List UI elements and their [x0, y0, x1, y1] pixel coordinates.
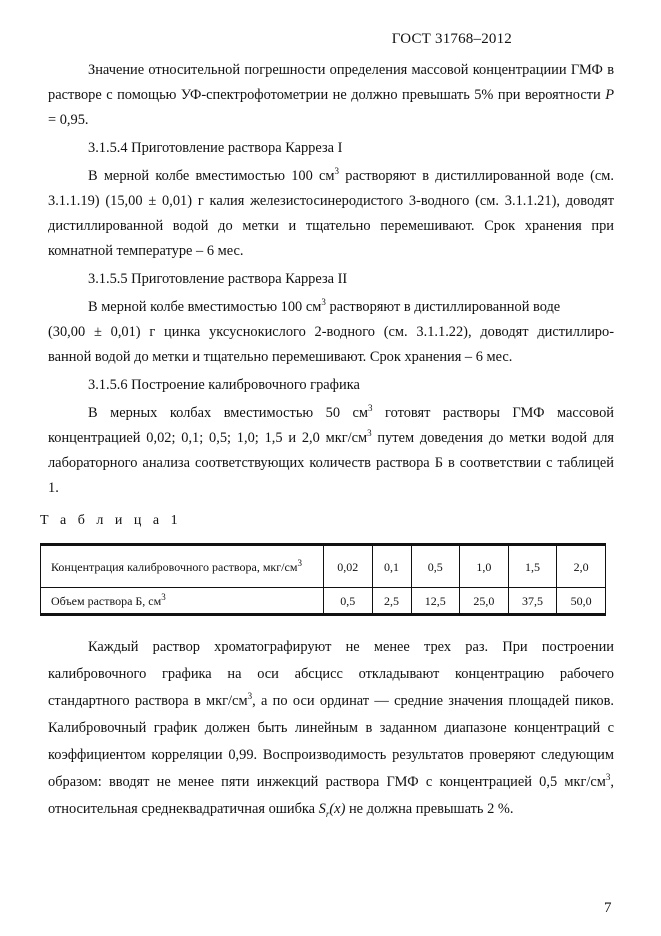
paragraph-carrez-2-line1: В мерной колбе вместимостью 100 $см^3$ растворяют в дистиллированной воде	[88, 297, 561, 315]
table-caption: Т а б л и ц а 1	[40, 513, 182, 528]
calibration-table	[40, 543, 606, 616]
section-heading-carrez-2: 3.1.5.5 Приготовление раствора Карреза II	[88, 271, 348, 287]
main-text-continued	[48, 634, 614, 823]
paragraph-chromatography: Каждый раствор хроматографируют не менее трех раз. При построении калибровочного графика на оси абсцисс откладывают концентрацию рабочего стандартного раствора в мкг/$см^3$, а по оси ординат — средние значения площадей пиков. Калибровочный график должен быть линейным в заданном диапазоне концентраций с коэффициентом корреляции 0,99. Воспроизводимость результатов проверяют следующим образом: вводят не менее пяти инжекций раствора ГМФ с концентрацией 0,5 мкг/$см^3$, относительная среднеквадратичная ошибка $S_r(x)$ не должна превышать 2 %.	[48, 639, 614, 819]
table-row-volume	[41, 588, 606, 615]
table-cell: 0,5	[411, 545, 460, 588]
table-row-label: Концентрация калибровочного раствора, мкг/$см^3$	[41, 545, 324, 588]
section-heading-carrez-1: 3.1.5.4 Приготовление раствора Карреза I	[88, 140, 343, 156]
table-cell: 25,0	[460, 588, 509, 615]
table-cell: 12,5	[411, 588, 460, 615]
table-cell: 37,5	[508, 588, 557, 615]
paragraph-carrez-2-line2: (30,00 ± 0,01) г цинка уксуснокислого 2-водного (см. 3.1.1.22), доводят дистиллиро-	[48, 324, 614, 340]
table-cell: 1,5	[508, 545, 557, 588]
paragraph-uncertainty: Значение относительной погрешности определения массовой концентрациии ГМФ в растворе с помощью УФ-спектрофотометрии не должно превышать 5% при вероятности P = 0,95.	[48, 62, 614, 128]
table-cell: 2,5	[372, 588, 411, 615]
table-row-concentration	[41, 545, 606, 588]
table-cell: 50,0	[557, 588, 606, 615]
table-cell: 2,0	[557, 545, 606, 588]
section-heading-calibration: 3.1.5.6 Построение калибровочного графика	[88, 377, 360, 393]
table-row-label: Объем раствора Б, $см^3$	[41, 588, 324, 615]
table-cell: 0,02	[324, 545, 373, 588]
table-cell: 0,1	[372, 545, 411, 588]
paragraph-carrez-2-line3: ванной водой до метки и тщательно перемешивают. Срок хранения – 6 мес.	[48, 349, 513, 365]
main-text	[48, 58, 614, 501]
paragraph-calibration-solutions: В мерных колбах вместимостью 50 $см^3$ готовят растворы ГМФ массовой концентрацией 0,02; 0,1; 0,5; 1,0; 1,5 и 2,0 мкг/$см^3$ путем доведения до метки водой для лабораторного анализа соответствующих количеств раствора Б в соответствии с таблицей 1.	[48, 403, 615, 496]
table-cell: 0,5	[324, 588, 373, 615]
table-cell: 1,0	[460, 545, 509, 588]
document-id: ГОСТ 31768–2012	[391, 31, 512, 47]
paragraph-carrez-1: В мерной колбе вместимостью 100 $см^3$ растворяют в дистиллированной воде (см. 3.1.1.19) (15,00 ± 0,01) г калия железистосинеродистого 3-водного (см. 3.1.1.21), доводят дистиллированной водой до метки и тщательно перемешивают. Срок хранения при комнатной температуре – 6 мес.	[48, 166, 614, 259]
page-number: 7	[604, 900, 612, 916]
